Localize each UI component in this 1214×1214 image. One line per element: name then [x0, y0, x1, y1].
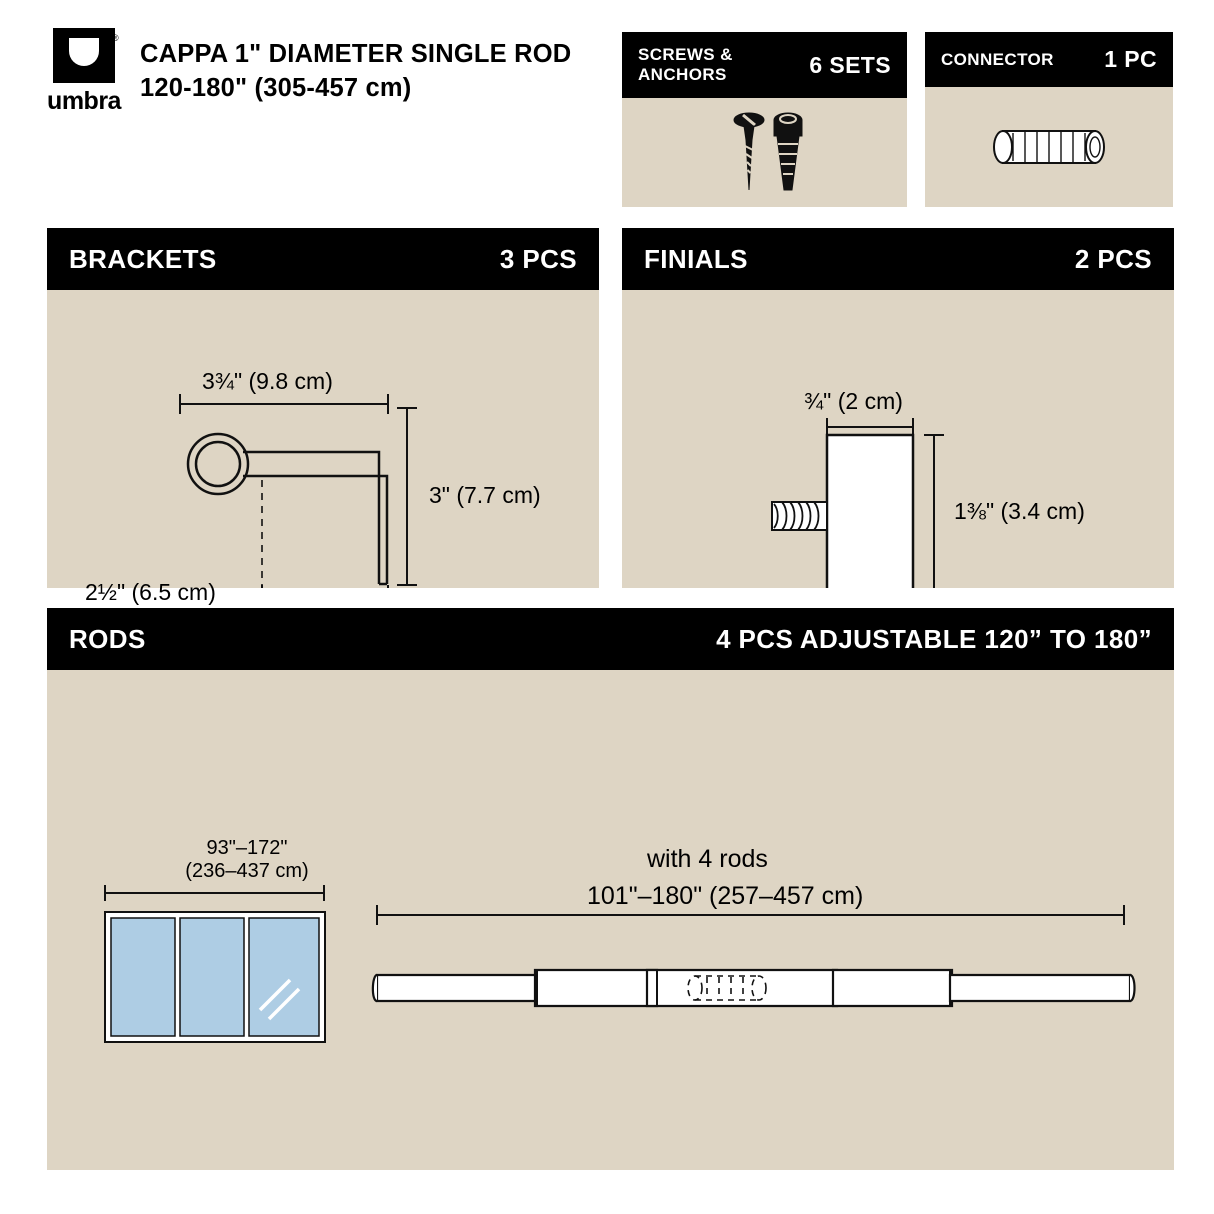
finial-width-label: ¾" (2 cm) [804, 388, 903, 414]
bracket-depth-label: 2½" (6.5 cm) [85, 579, 216, 605]
screws-anchors-title [638, 45, 733, 86]
brackets-panel [47, 228, 599, 605]
rods-title: RODS [69, 623, 146, 654]
finials-illustration [622, 290, 1174, 588]
screws-anchors-header [622, 32, 907, 98]
finials-panel [622, 228, 1174, 588]
umbra-logo [46, 28, 122, 114]
screws-anchors-illustration [622, 98, 907, 207]
screw-and-anchor-icon [622, 98, 907, 207]
window-width-line1: 93"–172" [206, 837, 288, 859]
header [46, 28, 571, 114]
rods-illustration [47, 670, 1174, 1170]
registered-mark: ® [112, 33, 119, 43]
connector-header [925, 32, 1173, 87]
screws-anchors-panel [622, 32, 907, 207]
page-title [140, 38, 571, 105]
connector-icon [925, 87, 1173, 207]
bracket-height-label: 3" (7.7 cm) [429, 482, 541, 508]
screws-anchors-count: 6 SETS [809, 51, 891, 78]
connector-illustration [925, 87, 1173, 207]
brand-name: umbra [47, 87, 121, 115]
finial-height-label: 1⅜" (3.4 cm) [954, 498, 1085, 524]
rods-count: 4 PCS ADJUSTABLE 120” TO 180” [716, 623, 1152, 654]
page-title-line1: CAPPA 1" DIAMETER SINGLE ROD [140, 40, 572, 68]
finial-drawing [622, 290, 1174, 588]
bracket-drawing [47, 290, 599, 588]
finials-header [622, 228, 1174, 290]
rod-length-label: 101"–180" (257–457 cm) [577, 882, 873, 911]
finials-count: 2 PCS [1074, 243, 1152, 274]
screws-anchors-title-line2: ANCHORS [638, 65, 727, 84]
rods-header [47, 608, 1174, 670]
window-width-label [177, 837, 317, 883]
rod-note-label: with 4 rods [647, 845, 768, 873]
finials-title: FINIALS [644, 243, 748, 274]
connector-title: CONNECTOR [941, 49, 1054, 69]
rod-drawing [47, 670, 1174, 1170]
brackets-header [47, 228, 599, 290]
brackets-count: 3 PCS [499, 243, 577, 274]
connector-panel [925, 32, 1173, 207]
brackets-title: BRACKETS [69, 243, 217, 274]
rods-panel [47, 608, 1174, 1170]
page-title-line2: 120-180" (305-457 cm) [140, 73, 412, 102]
bracket-width-label: 3¾" (9.8 cm) [202, 368, 333, 394]
umbra-logo-mark [53, 28, 115, 83]
brackets-illustration [47, 290, 599, 605]
window-width-line2: (236–437 cm) [185, 860, 309, 882]
screws-anchors-title-line1: SCREWS & [638, 44, 733, 64]
connector-count: 1 PC [1104, 46, 1157, 72]
